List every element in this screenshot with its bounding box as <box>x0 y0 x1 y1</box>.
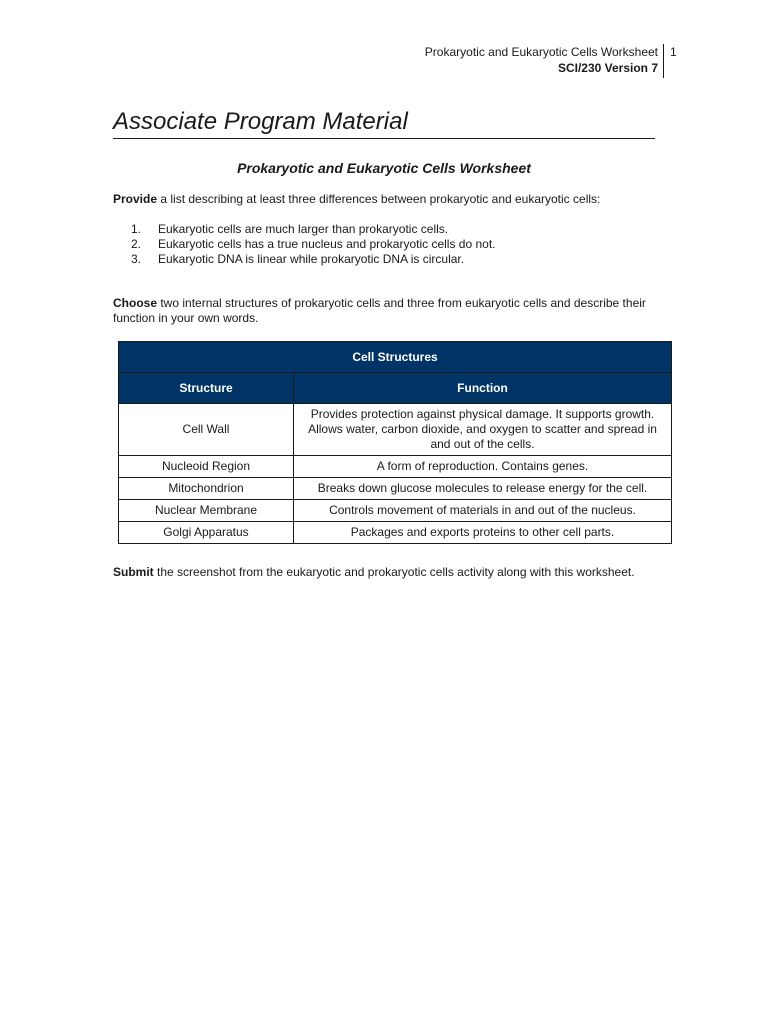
table-row <box>119 404 672 456</box>
table-row <box>119 456 672 478</box>
provide-instruction <box>113 192 673 207</box>
provide-text: a list describing at least three differences between prokaryotic and eukaryotic cells: <box>157 192 601 206</box>
list-number: 2. <box>131 237 142 251</box>
structure-cell: Golgi Apparatus <box>119 522 294 544</box>
function-cell: Provides protection against physical damage. It supports growth. Allows water, carbon dioxide, and oxygen to scatter and spread in and out of the cells. <box>294 404 672 456</box>
page-number: 1 <box>663 44 677 78</box>
structure-cell: Cell Wall <box>119 404 294 456</box>
structure-cell: Mitochondrion <box>119 478 294 500</box>
choose-text: two internal structures of prokaryotic cells and three from eukaryotic cells and describe their function in your own words. <box>113 296 646 325</box>
cell-structures-table <box>118 341 672 544</box>
table-row <box>119 522 672 544</box>
function-cell: A form of reproduction. Contains genes. <box>294 456 672 478</box>
list-item <box>131 237 496 252</box>
submit-lead: Submit <box>113 565 154 579</box>
running-header <box>425 44 658 76</box>
worksheet-title: Prokaryotic and Eukaryotic Cells Worksheet <box>237 160 531 176</box>
list-text: Eukaryotic DNA is linear while prokaryotic DNA is circular. <box>158 252 465 266</box>
function-cell: Breaks down glucose molecules to release energy for the cell. <box>294 478 672 500</box>
list-number: 3. <box>131 252 142 266</box>
list-text: Eukaryotic cells are much larger than prokaryotic cells. <box>158 222 449 236</box>
choose-lead: Choose <box>113 296 158 310</box>
differences-list <box>131 222 496 267</box>
table-row <box>119 500 672 522</box>
table-caption: Cell Structures <box>119 342 672 373</box>
list-text: Eukaryotic cells has a true nucleus and prokaryotic cells do not. <box>158 237 496 251</box>
structure-cell: Nuclear Membrane <box>119 500 294 522</box>
header-course: SCI/230 Version 7 <box>557 61 658 75</box>
list-item <box>131 222 496 237</box>
function-cell: Packages and exports proteins to other cell parts. <box>294 522 672 544</box>
table-row <box>119 478 672 500</box>
list-item <box>131 252 496 267</box>
header-doc-title: Prokaryotic and Eukaryotic Cells Worksheet <box>424 45 658 59</box>
submit-text: the screenshot from the eukaryotic and prokaryotic cells activity along with this worksheet. <box>153 565 635 579</box>
submit-instruction <box>113 565 673 580</box>
structure-cell: Nucleoid Region <box>119 456 294 478</box>
column-header-structure: Structure <box>119 373 294 404</box>
page-title: Associate Program Material <box>113 108 655 139</box>
column-header-function: Function <box>294 373 672 404</box>
provide-lead: Provide <box>113 192 158 206</box>
list-number: 1. <box>131 222 142 236</box>
choose-instruction <box>113 296 673 326</box>
function-cell: Controls movement of materials in and out of the nucleus. <box>294 500 672 522</box>
